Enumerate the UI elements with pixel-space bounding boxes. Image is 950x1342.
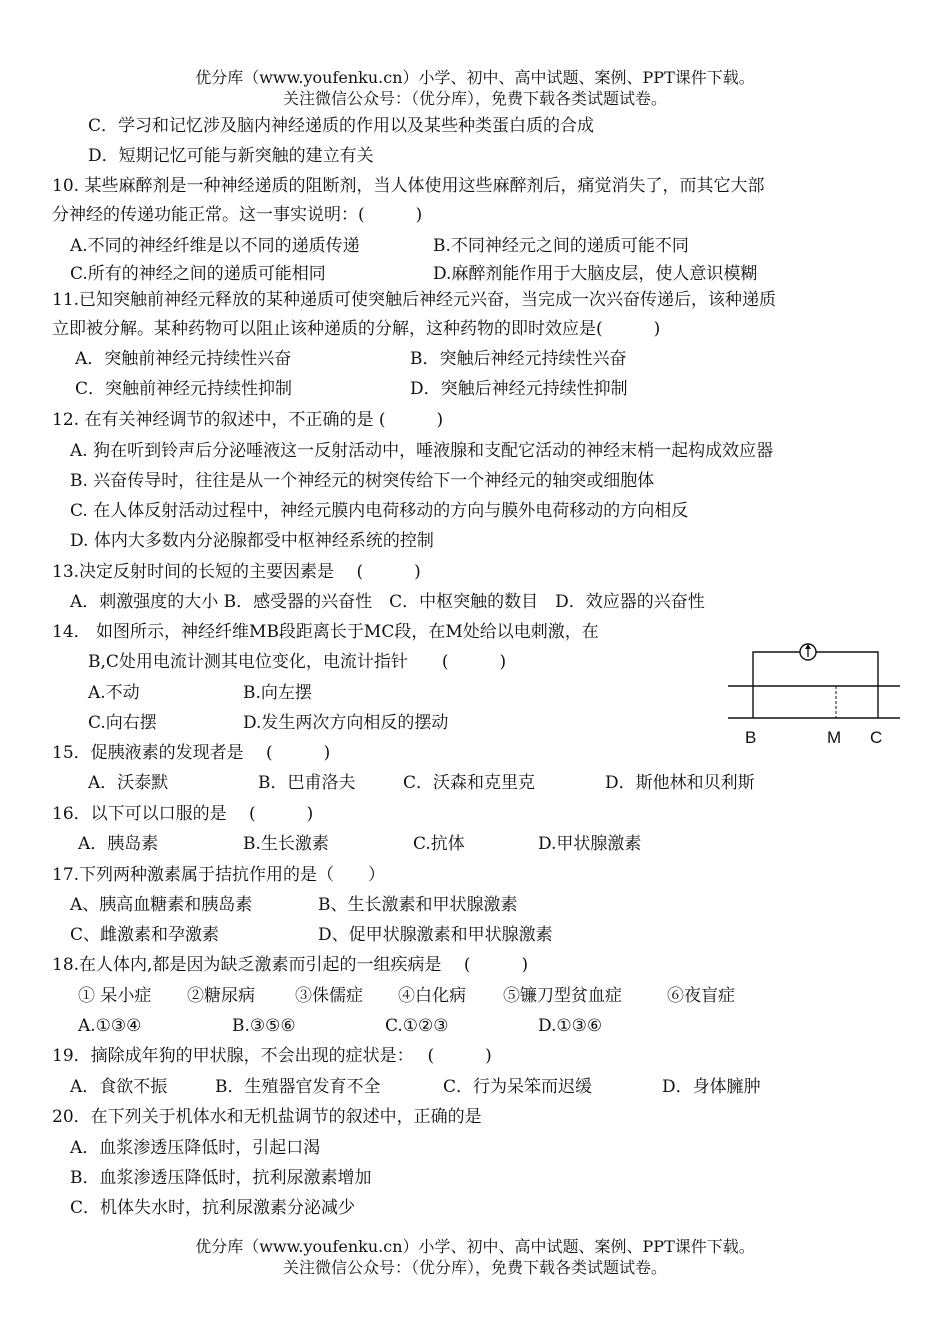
q10-option-a: A.不同的神经纤维是以不同的递质传递 bbox=[70, 236, 360, 256]
q16-stem: 16．以下可以口服的是 ( ) bbox=[52, 804, 314, 824]
q14-stem-1: 14． 如图所示，神经纤维MB段距离长于MC段，在M处给以电刺激，在 bbox=[52, 622, 599, 642]
q10-stem-1: 10. 某些麻醉剂是一种神经递质的阻断剂，当人体使用这些麻醉剂后，痛觉消失了，而其它大部 bbox=[52, 176, 765, 196]
q17-option-c: C、雌激素和孕激素 bbox=[70, 925, 220, 945]
q15-stem: 15．促胰液素的发现者是 ( ) bbox=[52, 743, 331, 763]
q12-stem: 12. 在有关神经调节的叙述中，不正确的是 ( ) bbox=[52, 410, 444, 430]
q14-option-d: D.发生两次方向相反的摆动 bbox=[243, 713, 449, 733]
footer-line-2: 关注微信公众号：（优分库），免费下载各类试题试卷。 bbox=[282, 1258, 667, 1277]
q19-option-c: C．行为呆笨而迟缓 bbox=[443, 1077, 593, 1097]
q19-option-d: D．身体臃肿 bbox=[662, 1077, 761, 1097]
q19-option-b: B．生殖器官发育不全 bbox=[215, 1077, 381, 1097]
q19-option-a: A．食欲不振 bbox=[70, 1077, 168, 1097]
q11-stem-1: 11.已知突触前神经元释放的某种递质可使突触后神经元兴奋，当完成一次兴奋传递后，该种递质 bbox=[52, 290, 777, 310]
label-m: M bbox=[827, 728, 842, 747]
label-b: B bbox=[745, 728, 757, 747]
nerve-fiber-diagram bbox=[725, 640, 905, 730]
q18-item-3: ③侏儒症 bbox=[295, 986, 363, 1006]
q18-item-1: ① 呆小症 bbox=[78, 986, 152, 1006]
q14-option-c: C.向右摆 bbox=[88, 713, 157, 733]
q10-option-b: B.不同神经元之间的递质可能不同 bbox=[433, 236, 689, 256]
q20-option-c: C．机体失水时，抗利尿激素分泌减少 bbox=[70, 1198, 356, 1218]
q16-option-d: D.甲状腺激素 bbox=[538, 834, 642, 854]
q12-option-d: D. 体内大多数内分泌腺都受中枢神经系统的控制 bbox=[70, 531, 434, 551]
q14-stem-2: B,C处用电流计测其电位变化，电流计指针 ( ) bbox=[88, 652, 507, 672]
q19-stem: 19．摘除成年狗的甲状腺，不会出现的症状是： ( ) bbox=[52, 1046, 492, 1066]
q18-stem: 18.在人体内,都是因为缺乏激素而引起的一组疾病是 ( ) bbox=[52, 955, 529, 975]
q18-item-2: ②糖尿病 bbox=[187, 986, 255, 1006]
q11-option-b: B．突触后神经元持续性兴奋 bbox=[410, 349, 627, 369]
q15-option-d: D．斯他林和贝利斯 bbox=[605, 773, 755, 793]
q18-option-a: A.①③④ bbox=[78, 1016, 142, 1036]
header-line-1: 优分库（www.youfenku.cn）小学、初中、高中试题、案例、PPT课件下载。 bbox=[195, 68, 755, 87]
q15-option-c: C．沃森和克里克 bbox=[403, 773, 536, 793]
q18-item-5: ⑤镰刀型贫血症 bbox=[503, 986, 622, 1006]
q18-item-4: ④白化病 bbox=[398, 986, 466, 1006]
q18-item-6: ⑥夜盲症 bbox=[667, 986, 735, 1006]
q14-option-a: A.不动 bbox=[88, 683, 140, 703]
q12-option-a: A. 狗在听到铃声后分泌唾液这一反射活动中，唾液腺和支配它活动的神经末梢一起构成效应器 bbox=[70, 441, 774, 461]
q9-option-d: D．短期记忆可能与新突触的建立有关 bbox=[88, 146, 374, 166]
q13-stem: 13.决定反射时间的长短的主要因素是 ( ) bbox=[52, 562, 421, 582]
q18-option-b: B.③⑤⑥ bbox=[232, 1016, 296, 1036]
q18-option-c: C.①②③ bbox=[385, 1016, 449, 1036]
q11-option-c: C．突触前神经元持续性抑制 bbox=[75, 379, 293, 399]
q16-option-a: A．胰岛素 bbox=[78, 834, 159, 854]
q10-option-d: D.麻醉剂能作用于大脑皮层，使人意识模糊 bbox=[433, 264, 758, 284]
q17-stem: 17.下列两种激素属于拮抗作用的是（ ） bbox=[52, 865, 386, 885]
footer-line-1: 优分库（www.youfenku.cn）小学、初中、高中试题、案例、PPT课件下载。 bbox=[195, 1237, 755, 1256]
q20-stem: 20．在下列关于机体水和无机盐调节的叙述中，正确的是 bbox=[52, 1107, 482, 1127]
label-c: C bbox=[870, 728, 883, 747]
q11-option-d: D．突触后神经元持续性抑制 bbox=[410, 379, 628, 399]
q20-option-b: B．血浆渗透压降低时，抗利尿激素增加 bbox=[70, 1168, 372, 1188]
q17-option-b: B、生长激素和甲状腺激素 bbox=[318, 895, 518, 915]
q15-option-b: B．巴甫洛夫 bbox=[258, 773, 356, 793]
q13-options: A．刺激强度的大小 B．感受器的兴奋性 C．中枢突触的数目 D．效应器的兴奋性 bbox=[70, 592, 705, 612]
q16-option-c: C.抗体 bbox=[413, 834, 465, 854]
q9-option-c: C．学习和记忆涉及脑内神经递质的作用以及某些种类蛋白质的合成 bbox=[88, 116, 595, 136]
galvanometer-wire bbox=[753, 652, 878, 718]
q11-option-a: A．突触前神经元持续性兴奋 bbox=[75, 349, 292, 369]
q10-option-c: C.所有的神经之间的递质可能相同 bbox=[70, 264, 326, 284]
q12-option-c: C. 在人体反射活动过程中，神经元膜内电荷移动的方向与膜外电荷移动的方向相反 bbox=[70, 501, 689, 521]
header-line-2: 关注微信公众号：（优分库），免费下载各类试题试卷。 bbox=[282, 89, 667, 108]
q20-option-a: A．血浆渗透压降低时，引起口渴 bbox=[70, 1138, 321, 1158]
q17-option-d: D、促甲状腺激素和甲状腺激素 bbox=[318, 925, 553, 945]
q18-option-d: D.①③⑥ bbox=[538, 1016, 603, 1036]
q15-option-a: A．沃泰默 bbox=[88, 773, 169, 793]
q11-stem-2: 立即被分解。某种药物可以阻止该种递质的分解，这种药物的即时效应是( ) bbox=[52, 319, 661, 339]
q17-option-a: A、胰高血糖素和胰岛素 bbox=[70, 895, 253, 915]
q16-option-b: B.生长激素 bbox=[243, 834, 329, 854]
q14-option-b: B.向左摆 bbox=[243, 683, 312, 703]
q12-option-b: B. 兴奋传导时，往往是从一个神经元的树突传给下一个神经元的轴突或细胞体 bbox=[70, 471, 655, 491]
q10-stem-2: 分神经的传递功能正常。这一事实说明：( ) bbox=[52, 205, 423, 225]
